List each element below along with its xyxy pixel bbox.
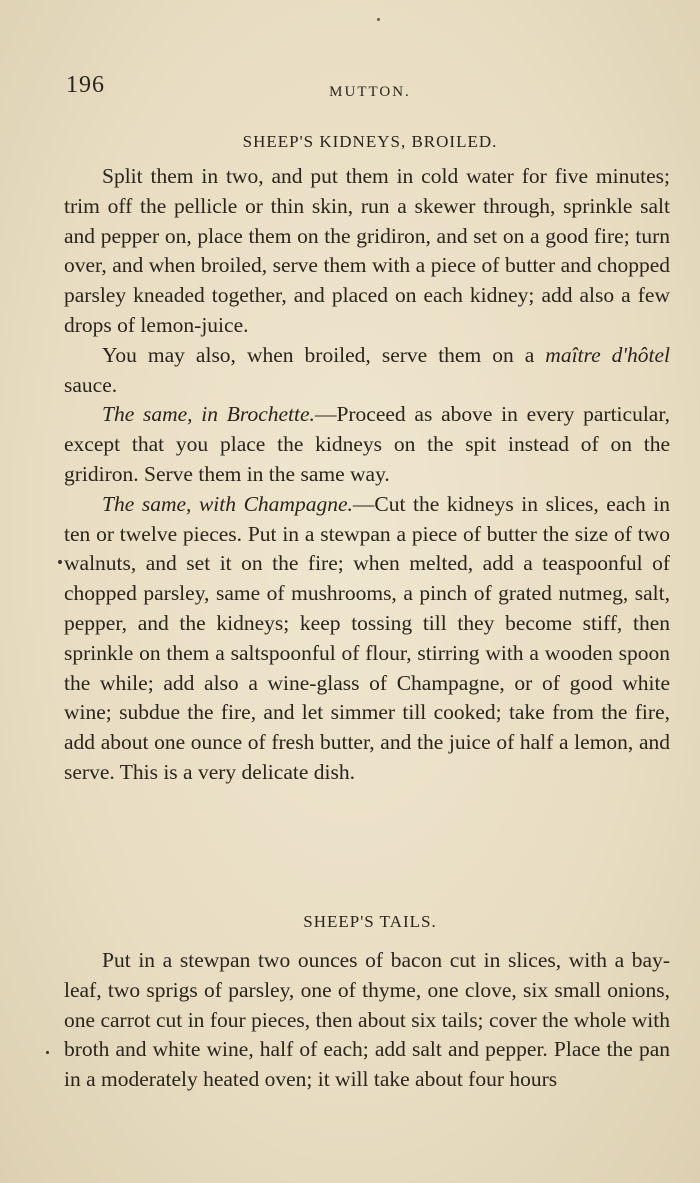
paragraph-method: Split them in two, and put them in cold water for five minutes; trim off the pellicle or thin skin, run a skewer through, sprinkle salt and pepper on, place them on the gridiron, and set on a good fire; turn over, and when broiled, serve them with a piece of butter and chopped parsley kneaded together, and placed on each kidney; add also a few drops of lemon-juice. [64, 164, 670, 337]
italic-term: maître d'hôtel [545, 342, 670, 367]
paragraph-text: —Cut the kidneys in slices, each in ten or twelve pieces. Put in a stewpan a piece of butter the size of two walnuts, and set it on the fire; when melted, add a teaspoonful of chopped parsley, same of mushrooms, a pinch of grated nutmeg, salt, pepper, and the kidneys; keep tossing till they become stiff, then sprinkle on them a saltspoonful of flour, stirring with a wooden spoon the while; add also a wine-glass of Champagne, or of good white wine; subdue the fire, and let simmer till cooked; take from the fire, add about one ounce of fresh butter, and the juice of half a lemon, and serve. This is a very delicate dish. [64, 491, 670, 784]
section-body-kidneys [64, 162, 670, 788]
paragraph-champagne [64, 490, 670, 788]
section-body-tails [64, 946, 670, 1095]
ink-speck [46, 1051, 49, 1054]
paragraph-text: You may also, when broiled, serve them on a [102, 342, 546, 367]
paragraph-tails-method: Put in a stewpan two ounces of bacon cut in slices, with a bay-leaf, two sprigs of parsley, one of thyme, one clove, six small onions, one carrot cut in four pieces, then about six tails; cover the whole with broth and white wine, half of each; add salt and pepper. Place the pan in a moderately heated oven; it will take about four hours [64, 948, 670, 1092]
running-head: MUTTON. [329, 84, 411, 100]
italic-subheading: The same, in Brochette. [102, 402, 315, 427]
paragraph-brochette [64, 400, 670, 489]
section-title-tails: SHEEP'S TAILS. [303, 912, 437, 931]
paragraph-maitre-dhotel [64, 341, 670, 401]
paragraph-text: —Proceed as above in every particular, except that you place the kidneys on the spit instead of on the gridiron. Serve them in the same way. [64, 402, 671, 486]
italic-subheading: The same, with Champagne. [102, 491, 353, 516]
ink-speck [377, 18, 380, 21]
ink-speck [58, 560, 62, 564]
section-title-kidneys: SHEEP'S KIDNEYS, BROILED. [242, 132, 498, 151]
paragraph-text: sauce. [64, 372, 118, 397]
page-number: 196 [66, 72, 105, 98]
